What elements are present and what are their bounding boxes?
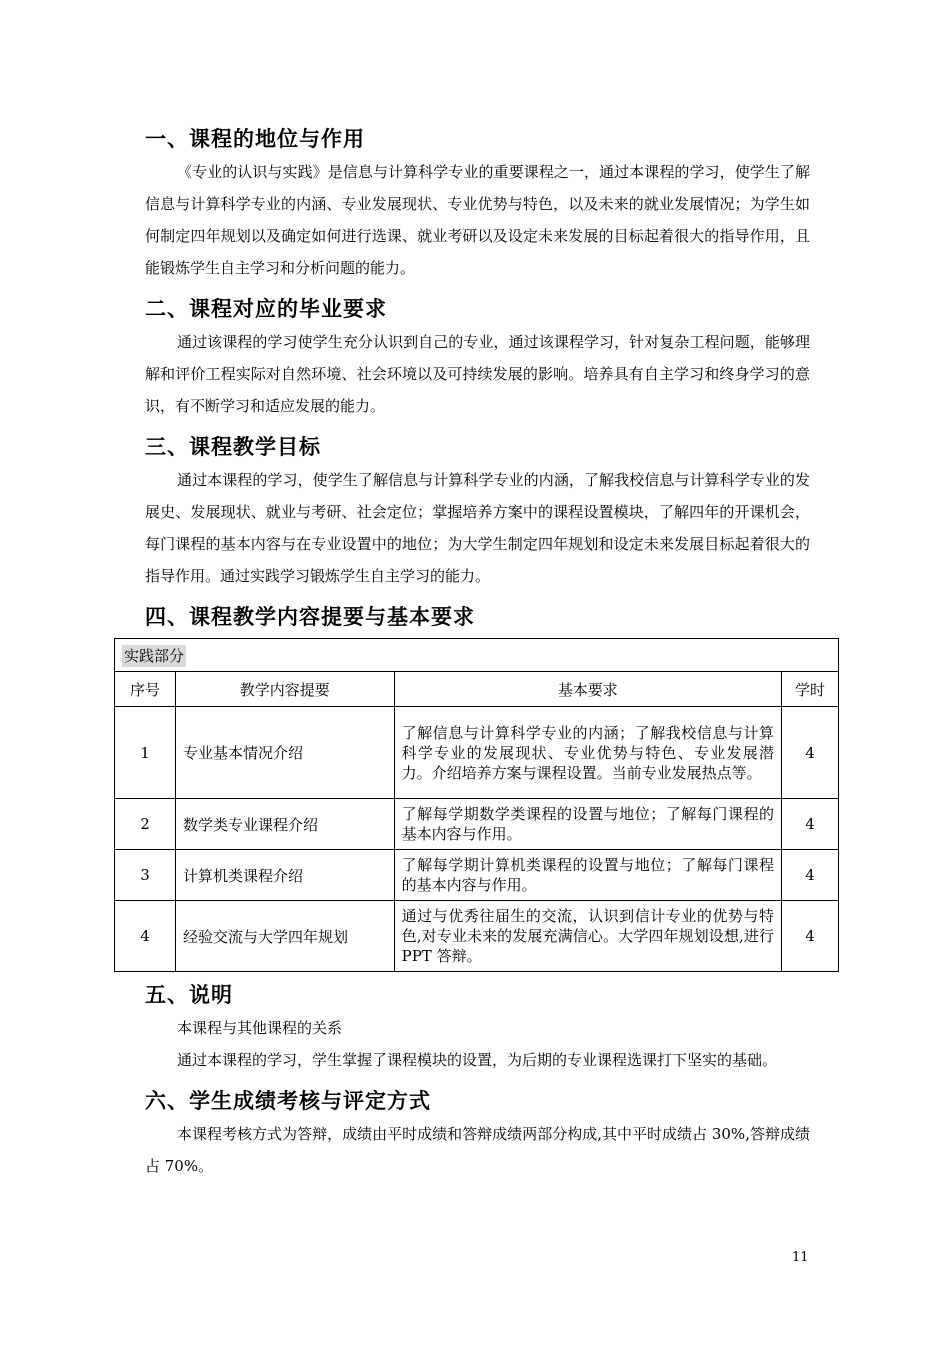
curriculum-table <box>114 638 839 972</box>
section-heading-assessment: 六、学生成绩考核与评定方式 <box>145 1089 431 1113</box>
section-heading-position-role: 一、课程的地位与作用 <box>145 127 365 151</box>
section-heading-graduation-requirements: 二、课程对应的毕业要求 <box>145 297 387 321</box>
table-caption-row <box>115 639 839 672</box>
row-hours: 4 <box>782 707 839 799</box>
table-caption-label: 实践部分 <box>124 646 185 665</box>
section-heading-teaching-content: 四、课程教学内容提要与基本要求 <box>145 605 475 629</box>
section-heading-notes: 五、说明 <box>145 983 233 1007</box>
header-no: 序号 <box>115 672 176 707</box>
row-topic: 数学类专业课程介绍 <box>175 799 394 850</box>
table-header-row <box>115 672 839 707</box>
row-requirement: 了解每学期数学类课程的设置与地位；了解每门课程的基本内容与作用。 <box>394 799 781 850</box>
table-row <box>115 707 839 799</box>
table-row <box>115 799 839 850</box>
table-caption <box>115 639 839 672</box>
section-paragraph-position-role: 《专业的认识与实践》是信息与计算科学专业的重要课程之一，通过本课程的学习，使学生了解信息与计算科学专业的内涵、专业发展现状、专业优势与特色，以及未来的就业发展情况；为学生如何制定四年规划以及确定如何进行选课、就业考研以及设定未来发展的目标起着很大的指导作用，且能锻炼学生自主学习和分析问题的能力。 <box>145 163 810 277</box>
section-paragraph-assessment: 本课程考核方式为答辩，成绩由平时成绩和答辩成绩两部分构成,其中平时成绩占 30%,答辩成绩占 70%。 <box>145 1125 810 1175</box>
row-hours: 4 <box>782 799 839 850</box>
row-requirement: 了解信息与计算科学专业的内涵；了解我校信息与计算科学专业的发展现状、专业优势与特色、专业发展潜力。介绍培养方案与课程设置。当前专业发展热点等。 <box>394 707 781 799</box>
row-no: 3 <box>115 850 176 901</box>
section-heading-teaching-objectives: 三、课程教学目标 <box>145 435 321 459</box>
header-hours: 学时 <box>782 672 839 707</box>
page-number: 11 <box>792 1250 809 1265</box>
section-paragraph-notes: 通过本课程的学习，学生掌握了课程模块的设置，为后期的专业课程选课打下坚实的基础。 <box>177 1051 778 1069</box>
table-row <box>115 850 839 901</box>
section-paragraph-teaching-objectives: 通过本课程的学习，使学生了解信息与计算科学专业的内涵，了解我校信息与计算科学专业的发展史、发展现状、就业与考研、社会定位；掌握培养方案中的课程设置模块，了解四年的开课机会，每门课程的基本内容与在专业设置中的地位；为大学生制定四年规划和设定未来发展目标起着很大的指导作用。通过实践学习锻炼学生自主学习的能力。 <box>145 471 810 585</box>
table-row <box>115 901 839 972</box>
row-topic: 专业基本情况介绍 <box>175 707 394 799</box>
section-subline-notes: 本课程与其他课程的关系 <box>177 1019 343 1037</box>
row-no: 2 <box>115 799 176 850</box>
row-no: 4 <box>115 901 176 972</box>
row-requirement: 通过与优秀往届生的交流，认识到信计专业的优势与特色,对专业未来的发展充满信心。大学四年规划设想,进行 PPT 答辩。 <box>394 901 781 972</box>
row-no: 1 <box>115 707 176 799</box>
row-hours: 4 <box>782 850 839 901</box>
header-requirement: 基本要求 <box>394 672 781 707</box>
row-topic: 计算机类课程介绍 <box>175 850 394 901</box>
header-topic: 教学内容提要 <box>175 672 394 707</box>
page-content <box>124 122 826 1182</box>
row-requirement: 了解每学期计算机类课程的设置与地位；了解每门课程的基本内容与作用。 <box>394 850 781 901</box>
section-paragraph-graduation-requirements: 通过该课程的学习使学生充分认识到自己的专业，通过该课程学习，针对复杂工程问题，能够理解和评价工程实际对自然环境、社会环境以及可持续发展的影响。培养具有自主学习和终身学习的意识，有不断学习和适应发展的能力。 <box>145 333 810 415</box>
row-topic: 经验交流与大学四年规划 <box>175 901 394 972</box>
row-hours: 4 <box>782 901 839 972</box>
